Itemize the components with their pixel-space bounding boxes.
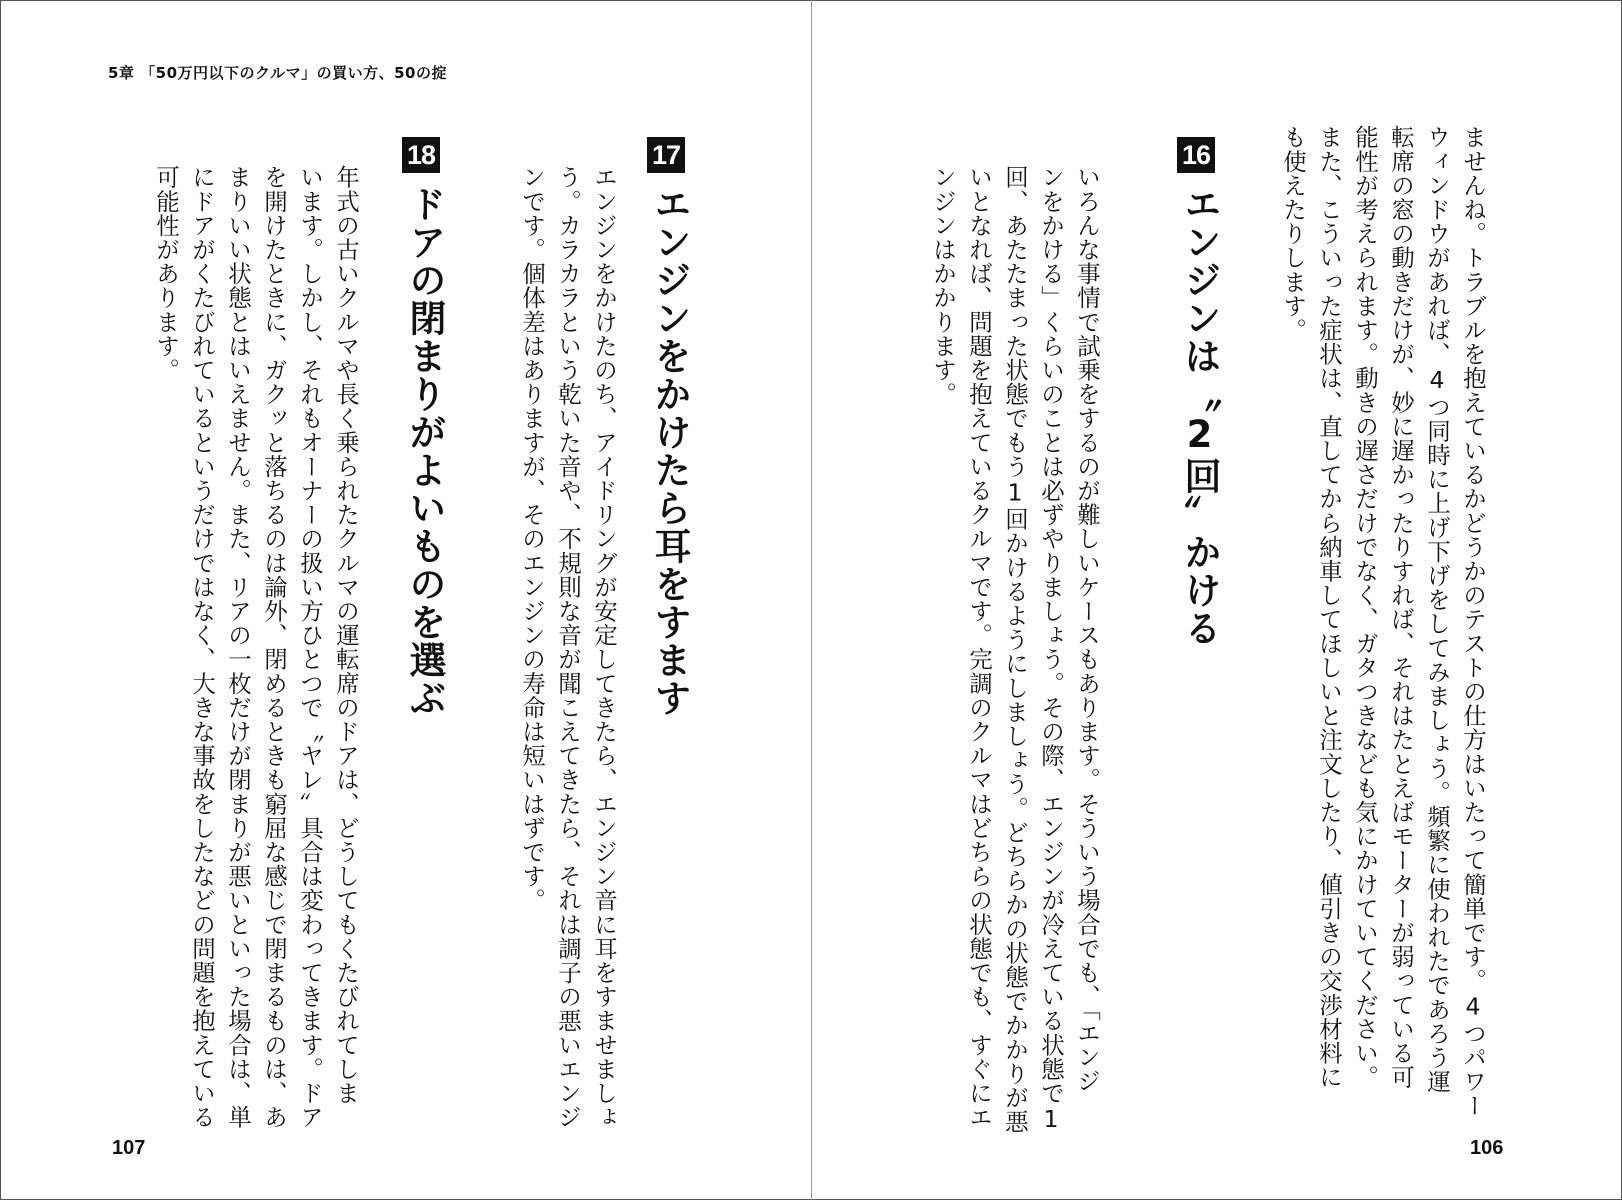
right-page-intro: ませんね。トラブルを抱えているかどうかのテストの仕方はいたって簡単です。4つパワー ウィンドウがあれば、4つ同時に上げ下げをしてみましょう。頻繁に使われたであろう運 転席の窓の動きだけが、妙に遅かったりすれば、それはたとえばモーターが弱っている可 能性が考えられます。動きの遅さだけでなく、ガタつきなども気にかけていてください。 また、こういった症状は、直してから納車してほしいと注文したり、値引きの交渉材料に も使えたりします。: [1279, 125, 1487, 1118]
section-16-number: 16: [1177, 137, 1215, 173]
section-18-body: 年式の古いクルマや長く乗られたクルマの運転席のドアは、どうしてもくたびれてしま います。しかし、それもオーナーの扱い方ひとつで〝ヤレ〟具合は変わってきます。ドア を開けたときに、ガクッと落ちるのは論外、閉めるときも窮屈な感じで閉まるものは、あ まりいい状態とはいえません。また、リアの一枚だけが閉まりが悪いといった場合は、単 にドアがくたびれているというだけではなく、大きな事故をしたなどの問題を抱えている 可能性があります。: [152, 165, 360, 1129]
section-16-title: エンジンは〝2回〟かける: [1178, 185, 1221, 647]
page-number-left: 107: [112, 1137, 146, 1159]
section-17-number: 17: [647, 137, 685, 173]
section-18-number: 18: [402, 137, 440, 173]
section-16-body: いろんな事情で試乗をするのが難しいケースもあります。そういう場合でも、「エンジ ンをかける」くらいのことは必ずやりましょう。その際、エンジンが冷えている状態で1 回、あたたまった状態でもう1回かけるようにしましょう。どちらかの状態でかかりが悪 いとなれば、問題を抱えているクルマです。完調のクルマはどちらの状態でも、すぐにエ ンジンはかかります。: [929, 165, 1101, 1134]
page-number-right: 106: [1470, 1137, 1504, 1159]
page-gutter: [811, 0, 812, 1200]
section-17-title: エンジンをかけたら耳をすます: [648, 185, 691, 717]
running-head: 5章 「50万円以下のクルマ」の買い方、50の掟: [108, 64, 447, 82]
section-17-body: エンジンをかけたのち、アイドリングが安定してきたら、エンジン音に耳をすませましょ う。カラカラという乾いた音や、不規則な音が聞こえてきたら、それは調子の悪いエンジ ンです。個体差はありますが、そのエンジンの寿命は短いはずです。: [518, 165, 618, 1129]
section-18-title: ドアの閉まりがよいものを選ぶ: [403, 185, 446, 717]
